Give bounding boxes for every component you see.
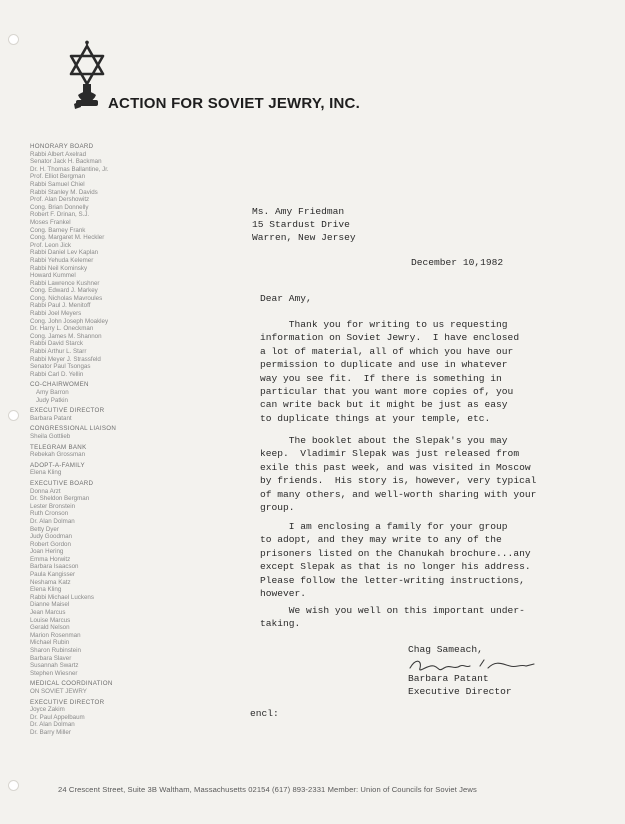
sidebar-section: [30, 143, 155, 378]
recipient-street: 15 Stardust Drive: [252, 219, 350, 230]
sidebar-member: Jean Marcus: [30, 609, 66, 617]
letter-line: to duplicate things at your temple, etc.: [260, 412, 491, 424]
sidebar-section-heading: EXECUTIVE DIRECTOR: [30, 698, 105, 706]
sidebar-member: Rabbi Paul J. Menitoff: [30, 302, 91, 310]
letter-line: to adopt, and they may write to any of the: [260, 534, 502, 546]
sidebar-section: [30, 699, 155, 737]
sidebar-member: Rabbi Meyer J. Strassfeld: [30, 355, 101, 363]
recipient-city: Warren, New Jersey: [252, 232, 356, 243]
sidebar-member: Cong. James M. Shannon: [30, 332, 102, 340]
sidebar-member: Elena Kling: [30, 469, 62, 477]
sidebar-member: Stephen Wiesner: [30, 669, 78, 677]
sidebar-member: Cong. Margaret M. Heckler: [30, 234, 105, 242]
sidebar-member: Joan Hering: [30, 548, 64, 556]
sidebar-member: Cong. Edward J. Markey: [30, 287, 98, 295]
sidebar-section: [30, 462, 155, 477]
sidebar-section: [30, 381, 155, 404]
sidebar-section-heading: CONGRESSIONAL LIAISON: [30, 425, 117, 433]
letter-line: permission to duplicate and use in whatever: [260, 359, 508, 371]
letter-line: however.: [260, 588, 307, 599]
sidebar-member: Robert Gordon: [30, 540, 71, 548]
sidebar-member: Rabbi Samuel Chiel: [30, 180, 85, 188]
letter-line: of many others, and well-worth sharing with your: [260, 488, 537, 500]
sidebar-member: Donna Arzt: [30, 487, 61, 495]
letter-line: can write back but it might be just as easy: [260, 399, 508, 411]
sidebar-member: Cong. Barney Frank: [30, 226, 86, 234]
sidebar-member: Dianne Maisel: [30, 601, 70, 609]
letter-line: taking.: [260, 618, 301, 630]
sidebar-member: Neshama Katz: [30, 578, 71, 586]
sidebar-member: Barbara Isaacson: [30, 563, 79, 571]
signer-name: Barbara Patant: [408, 673, 489, 684]
letter-line: keep. Vladimir Slepak was just released from: [260, 448, 520, 460]
letter-line: Please follow the letter-writing instructions,: [260, 574, 525, 586]
sidebar-member: Rabbi Yehuda Kelemer: [30, 256, 94, 264]
punch-hole: [8, 780, 19, 791]
letter-line: particular that you want more copies of, you: [260, 386, 514, 397]
sidebar-section-heading: EXECUTIVE DIRECTOR: [30, 407, 105, 415]
letter-line: except Slepak as that is no longer his address.: [260, 561, 531, 573]
letter-line: The booklet about the Slepak's you may: [260, 435, 508, 446]
sidebar-section: [30, 680, 155, 695]
sidebar-section-heading: MEDICAL COORDINATION: [30, 680, 113, 688]
sidebar-member: Elena Kling: [30, 586, 62, 594]
sidebar-member: Rabbi Joel Meyers: [30, 310, 82, 318]
letter-line: group.: [260, 502, 295, 513]
sidebar-member: Susannah Swartz: [30, 662, 79, 670]
letter-line: Thank you for writing to us requesting: [260, 319, 508, 330]
sidebar-section-heading: EXECUTIVE BOARD: [30, 479, 94, 487]
letter-date: December 10,1982: [411, 257, 504, 268]
letter-line: information on Soviet Jewry. I have enclosed: [260, 332, 520, 344]
sidebar-member: Robert F. Drinan, S.J.: [30, 211, 90, 219]
sidebar-member: Sheila Gottlieb: [30, 432, 71, 440]
sidebar-member: Marion Rosenman: [30, 631, 81, 639]
sidebar-member: Dr. Harry L. Oneckman: [30, 325, 94, 333]
sidebar-member: Prof. Alan Dershowitz: [30, 196, 90, 204]
sidebar-member: Emma Horwitz: [30, 555, 71, 563]
sidebar-member: Rabbi Albert Axelrad: [30, 150, 87, 158]
sidebar-member: Howard Kummel: [30, 272, 76, 280]
letter-line: way you see fit. If there is something in: [260, 372, 502, 384]
sidebar-member: Moses Frankel: [30, 218, 71, 226]
sidebar-section: [30, 425, 155, 440]
sidebar-member: Dr. H. Thomas Ballantine, Jr.: [30, 165, 109, 173]
footer-address: 24 Crescent Street, Suite 3B Waltham, Massachusetts 02154 (617) 893-2331 Member: Union of Councils for Soviet Jews: [58, 785, 477, 794]
sidebar-section-heading: CO-CHAIRWOMEN: [30, 381, 89, 389]
sidebar-member: Cong. Nicholas Mavroules: [30, 294, 103, 302]
star-of-david-logo-icon: [66, 40, 108, 112]
letter-line: by friends. His story is, however, very typical: [260, 475, 537, 487]
sidebar-section: [30, 407, 155, 422]
sidebar-member: Louise Marcus: [30, 616, 71, 624]
sidebar-member: Rabbi David Starck: [30, 340, 83, 348]
sidebar-member: Rebekah Grossman: [30, 451, 86, 459]
sidebar-member: Rabbi Michael Luckens: [30, 593, 94, 601]
letter-line: I am enclosing a family for your group: [260, 521, 508, 532]
sidebar-member: Betty Dyer: [30, 525, 59, 533]
sidebar-section-heading: HONORARY BOARD: [30, 143, 94, 150]
punch-hole: [8, 34, 19, 45]
sidebar-member: Sharon Rubinstein: [30, 647, 81, 654]
letter-line: exile this past week, and was visited in Moscow: [260, 461, 531, 473]
handwritten-signature: [408, 656, 548, 674]
sidebar-member: Lester Bronstein: [30, 502, 76, 510]
sidebar-member: Judy Goodman: [30, 533, 72, 541]
sidebar-member: Dr. Sheldon Bergman: [30, 495, 90, 503]
sidebar-member: Rabbi Lawrence Kushner: [30, 279, 100, 287]
organization-name: ACTION FOR SOVIET JEWRY, INC.: [108, 95, 360, 112]
sidebar-member: Prof. Elliot Bergman: [30, 173, 86, 181]
sidebar-member: Dr. Barry Miller: [30, 728, 71, 736]
sidebar-member: Judy Patkin: [36, 396, 68, 404]
sidebar-member: Ruth Cronson: [30, 510, 69, 518]
punch-hole: [8, 410, 19, 421]
sidebar-section-heading: ADOPT-A-FAMILY: [30, 461, 85, 469]
sidebar-section: [30, 480, 155, 677]
sidebar-member: Rabbi Neil Kominsky: [30, 264, 88, 272]
sidebar-member: Amy Barron: [36, 389, 69, 396]
sidebar-member: Rabbi Daniel Lev Kaplan: [30, 249, 99, 257]
salutation: Dear Amy,: [260, 293, 312, 304]
sidebar-section-heading: TELEGRAM BANK: [30, 443, 87, 451]
sidebar-member: ON SOVIET JEWRY: [30, 687, 87, 695]
sidebar-member: Barbara Patant: [30, 414, 72, 422]
sidebar-member: Cong. John Joseph Moakley: [30, 317, 109, 325]
sidebar-member: Cong. Brian Donnelly: [30, 203, 89, 211]
signer-title: Executive Director: [408, 686, 512, 697]
recipient-name: Ms. Amy Friedman: [252, 206, 345, 217]
sidebar-member: Michael Rubin: [30, 639, 70, 647]
sidebar-member: Barbara Slaver: [30, 654, 72, 662]
board-member-sidebar: [30, 140, 155, 737]
sidebar-member: Senator Jack H. Backman: [30, 158, 102, 166]
sidebar-member: Rabbi Carl D. Yellin: [30, 370, 84, 378]
enclosure-note: encl:: [250, 708, 279, 719]
sidebar-member: Dr. Alan Dolman: [30, 721, 75, 729]
sidebar-member: Dr. Paul Appelbaum: [30, 713, 85, 721]
sidebar-member: Gerald Nelson: [30, 624, 70, 632]
sidebar-member: Prof. Leon Jick: [30, 241, 71, 249]
sidebar-member: Rabbi Stanley M. Davids: [30, 188, 98, 196]
sidebar-member: Joyce Zakim: [30, 706, 65, 714]
sidebar-section: [30, 444, 155, 459]
closing: Chag Sameach,: [408, 644, 483, 655]
letter-line: a lot of material, all of which you have our: [260, 345, 514, 357]
sidebar-member: Rabbi Arthur L. Starr: [30, 348, 87, 356]
sidebar-member: Senator Paul Tsongas: [30, 363, 91, 371]
sidebar-member: Paula Kangisser: [30, 571, 76, 579]
letter-line: We wish you well on this important under-: [260, 605, 525, 616]
sidebar-member: Dr. Alan Dolman: [30, 517, 75, 525]
letter-line: prisoners listed on the Chanukah brochure...any: [260, 547, 531, 559]
